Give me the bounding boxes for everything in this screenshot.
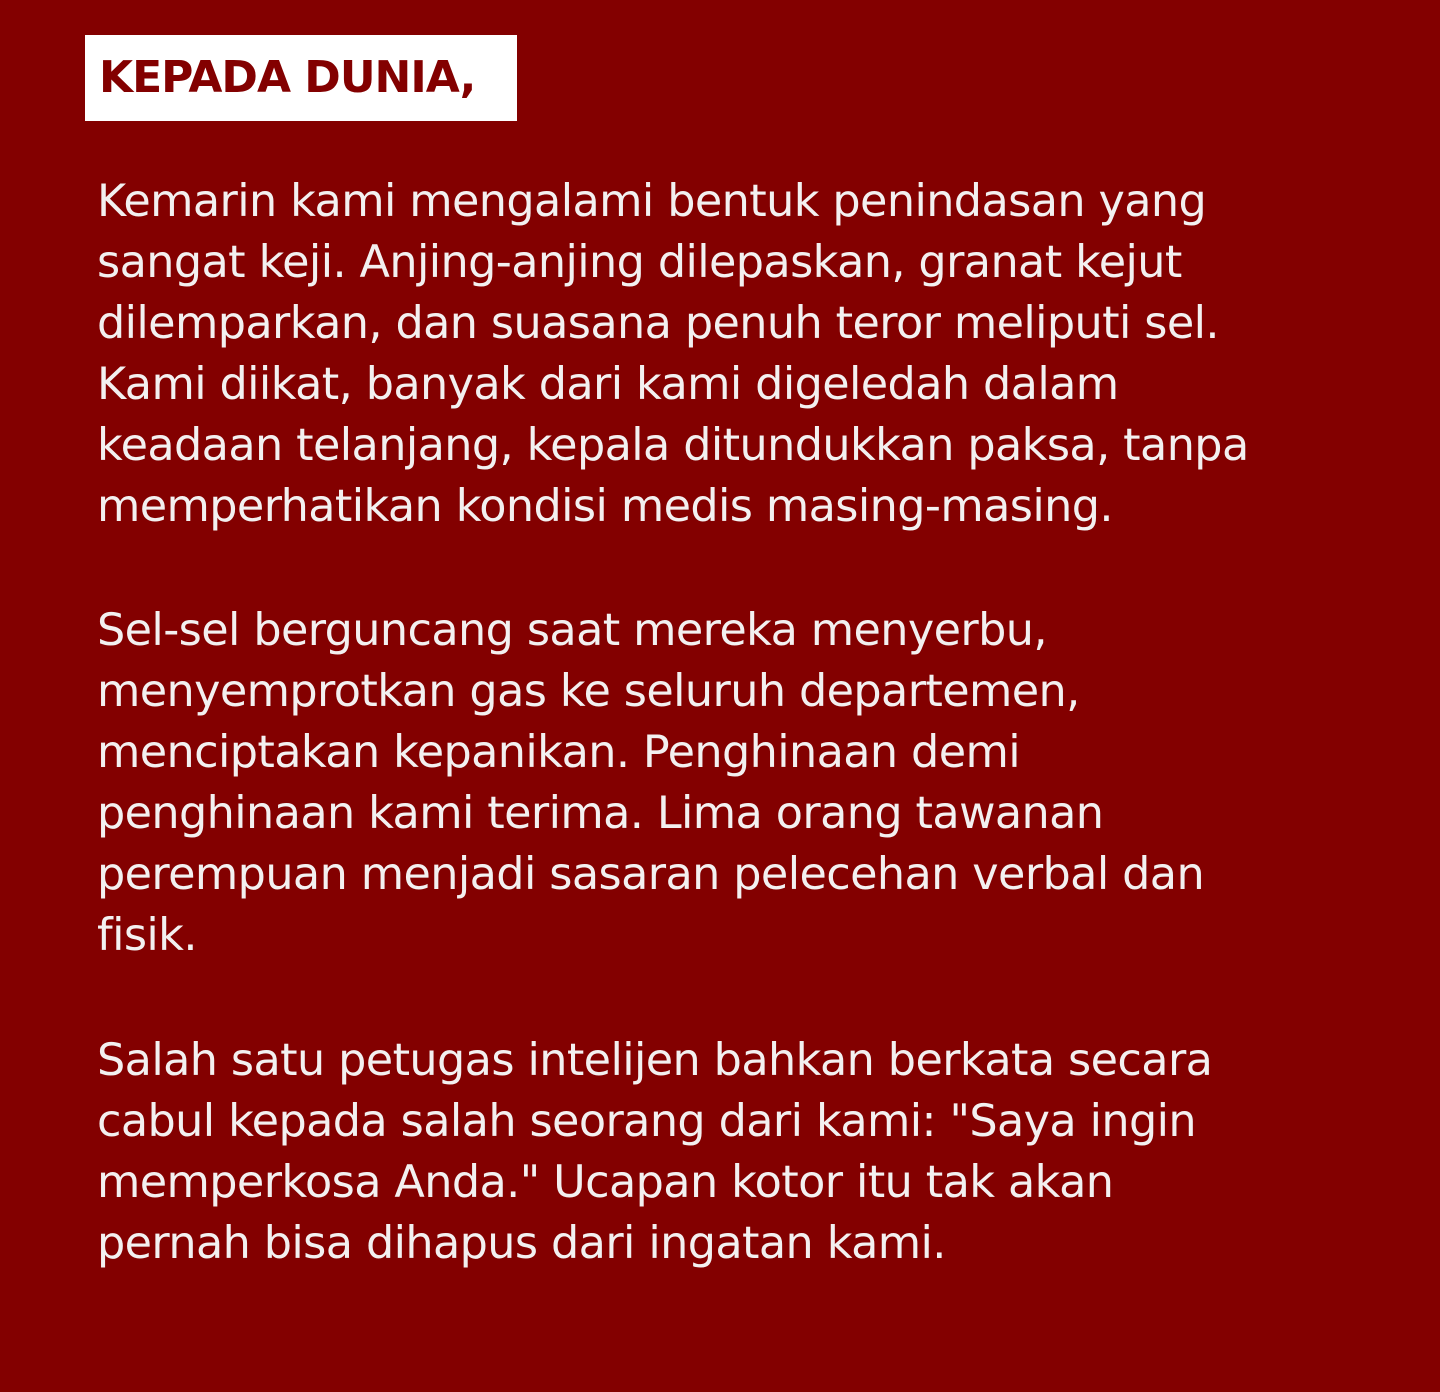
paragraph-line: cabul kepada salah seorang dari kami: "Saya ingin xyxy=(97,1096,1196,1147)
heading-box xyxy=(85,35,517,121)
paragraph-line: Sel-sel berguncang saat mereka menyerbu, xyxy=(97,605,1047,656)
paragraph-line: Kemarin kami mengalami bentuk penindasan yang xyxy=(97,176,1207,227)
paragraph-line: pernah bisa dihapus dari ingatan kami. xyxy=(97,1218,946,1269)
paragraph-line: menyemprotkan gas ke seluruh departemen, xyxy=(97,666,1080,717)
paragraph-line: sangat keji. Anjing-anjing dilepaskan, granat kejut xyxy=(97,237,1182,288)
paragraph-line: dilemparkan, dan suasana penuh teror meliputi sel. xyxy=(97,298,1219,349)
paragraph-line: memperhatikan kondisi medis masing-masing. xyxy=(97,481,1113,532)
paragraph-line: keadaan telanjang, kepala ditundukkan paksa, tanpa xyxy=(97,420,1249,471)
heading-title: KEPADA DUNIA, xyxy=(99,52,476,103)
paragraph-line: memperkosa Anda." Ucapan kotor itu tak akan xyxy=(97,1157,1114,1208)
paragraph-line: perempuan menjadi sasaran pelecehan verbal dan xyxy=(97,849,1205,900)
paragraph-line: Salah satu petugas intelijen bahkan berkata secara xyxy=(97,1035,1213,1086)
paragraph-2 xyxy=(97,600,1204,966)
paragraph-line: menciptakan kepanikan. Penghinaan demi xyxy=(97,727,1020,778)
paragraph-line: penghinaan kami terima. Lima orang tawanan xyxy=(97,788,1104,839)
paragraph-line: fisik. xyxy=(97,910,197,961)
paragraph-1 xyxy=(97,171,1249,537)
paragraph-line: Kami diikat, banyak dari kami digeledah dalam xyxy=(97,359,1119,410)
paragraph-3 xyxy=(97,1030,1212,1274)
